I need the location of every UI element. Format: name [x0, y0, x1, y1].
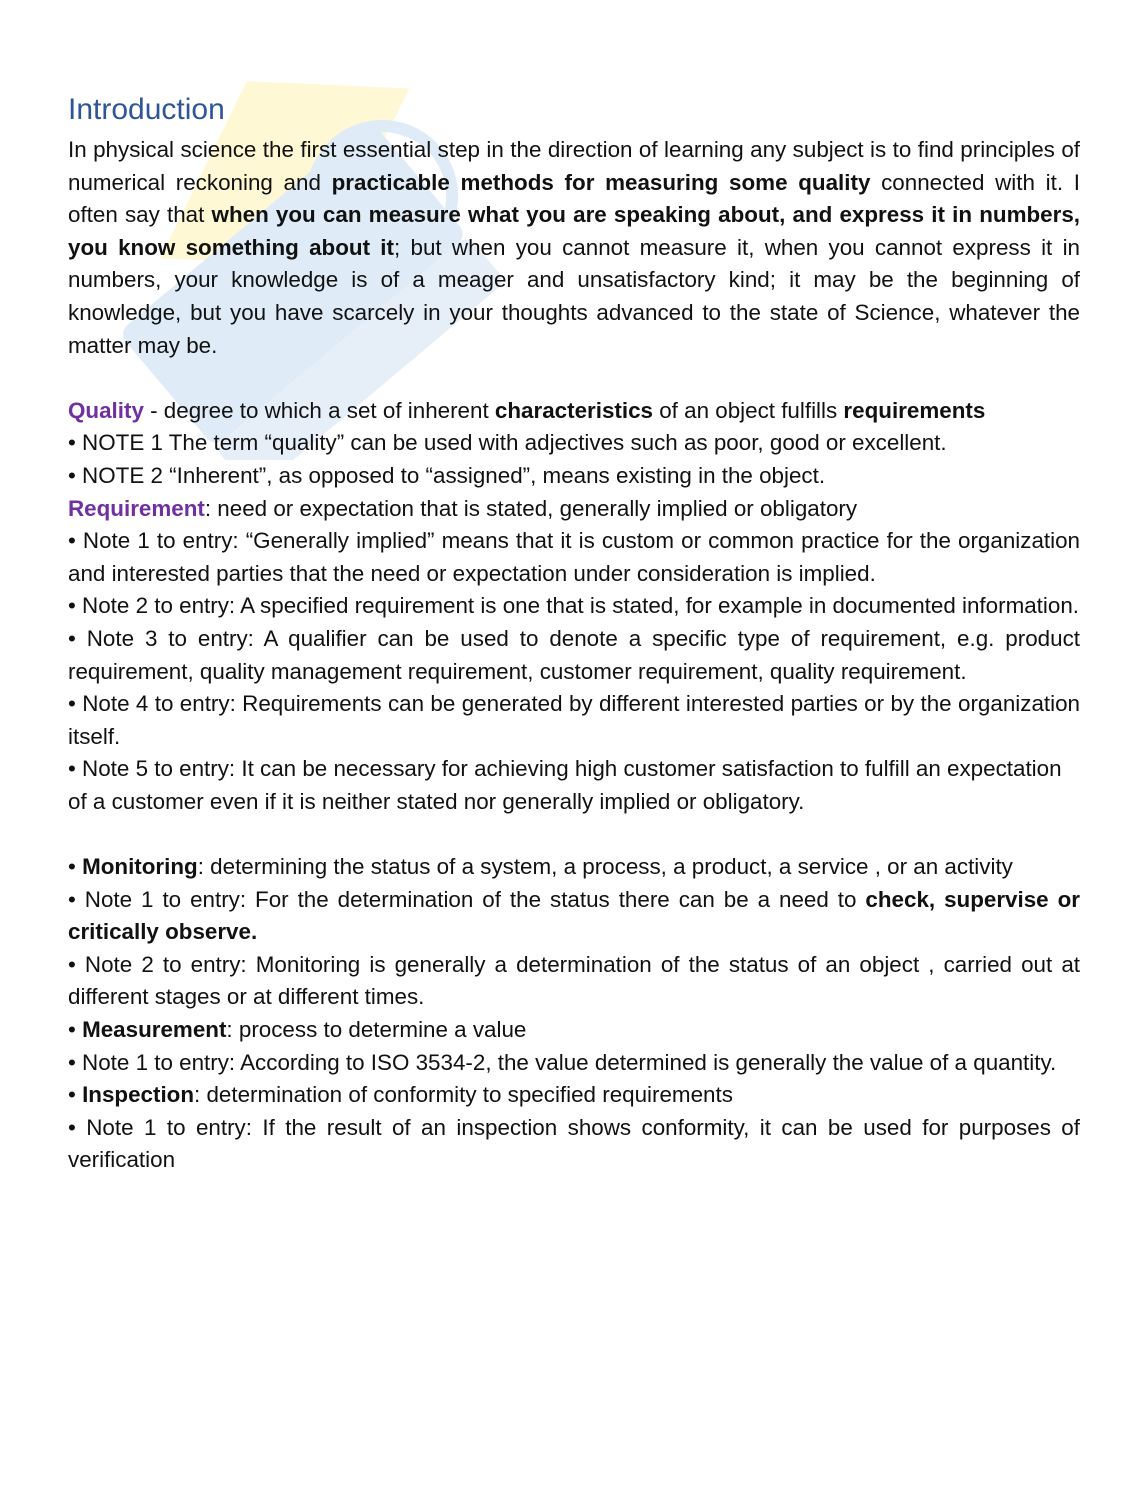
measurement-bullet: •: [68, 1017, 83, 1043]
requirement-note: • Note 2 to entry: A specified requirement is one that is stated, for example in documented information.: [68, 593, 1079, 619]
document-page: [68, 90, 1080, 1177]
quality-text-2: of an object fulfills: [653, 397, 844, 423]
intro-text-2: connected with it. I often say that: [68, 169, 1080, 228]
intro-bold-1: practicable methods for measuring some quality: [331, 169, 871, 195]
requirement-note: • Note 5 to entry: It can be necessary for achieving high customer satisfaction to fulfill an expectation of a customer even if it is neither stated nor generally implied or obligatory.: [68, 756, 1062, 814]
quality-text-1: - degree to which a set of inherent: [143, 397, 495, 423]
monitoring-def: : determining the status of a system, a process, a product, a service , or an activity: [197, 854, 1013, 880]
quality-term: Quality: [68, 397, 144, 423]
measurement-definition: [68, 1014, 1080, 1047]
measurement-def: : process to determine a value: [226, 1017, 527, 1043]
requirement-definition: [68, 493, 1080, 526]
monitoring-term: Monitoring: [82, 854, 198, 880]
monitoring-note-1-text: • Note 1 to entry: For the determination of the status there can be a need to: [68, 886, 866, 912]
monitoring-note-1-bold: check, supervise or critically observe.: [68, 886, 1080, 945]
inspection-definition: [68, 1079, 1080, 1112]
requirement-def: : need or expectation that is stated, generally implied or obligatory: [204, 495, 858, 521]
measurement-term: Measurement: [82, 1017, 227, 1043]
inspection-bullet: •: [68, 1082, 83, 1108]
requirement-note: • Note 4 to entry: Requirements can be generated by different interested parties or by the organization itself.: [68, 691, 1080, 749]
quality-note: • NOTE 1 The term “quality” can be used with adjectives such as poor, good or excellent.: [68, 430, 947, 456]
monitoring-definition: [68, 851, 1080, 884]
page-title: Introduction: [68, 93, 225, 126]
monitoring-bullet: •: [68, 854, 83, 880]
intro-text-3: ; but when you cannot measure it, when you cannot express it in numbers, your knowledge is of a meager and unsatisfactory kind; it may be the beginning of knowledge, but you have scarcely in your thoughts advanced to the state of Science, whatever the matter may be.: [68, 234, 1080, 358]
quality-bold-2: requirements: [843, 397, 986, 423]
inspection-term: Inspection: [82, 1082, 195, 1108]
monitoring-note-1: [68, 884, 1080, 949]
measurement-note-1: • Note 1 to entry: According to ISO 3534-2, the value determined is generally the value of a quantity.: [68, 1049, 1057, 1075]
intro-text-1: In physical science the first essential step in the direction of learning any subject is to find principles of numerical reckoning and: [68, 137, 1080, 195]
inspection-def: : determination of conformity to specified requirements: [194, 1082, 733, 1108]
requirement-note: • Note 1 to entry: “Generally implied” means that it is custom or common practice for the organization and interested parties that the need or expectation under consideration is implied.: [68, 528, 1080, 586]
quality-note: • NOTE 2 “Inherent”, as opposed to “assigned”, means existing in the object.: [68, 462, 826, 488]
requirement-term: Requirement: [68, 495, 205, 521]
intro-bold-2: when you can measure what you are speaking about, and express it in numbers, you know something about it: [68, 202, 1081, 260]
inspection-note-1: • Note 1 to entry: If the result of an inspection shows conformity, it can be used for purposes of verification: [68, 1114, 1080, 1173]
intro-paragraph: [68, 134, 1080, 362]
requirement-note: • Note 3 to entry: A qualifier can be used to denote a specific type of requirement, e.g. product requirement, quality management requirement, customer requirement, quality requirement.: [68, 625, 1080, 684]
quality-bold-1: characteristics: [494, 397, 653, 423]
quality-definition: [68, 395, 1080, 428]
monitoring-note-2: • Note 2 to entry: Monitoring is generally a determination of the status of an object , carried out at different stages or at different times.: [68, 951, 1080, 1010]
